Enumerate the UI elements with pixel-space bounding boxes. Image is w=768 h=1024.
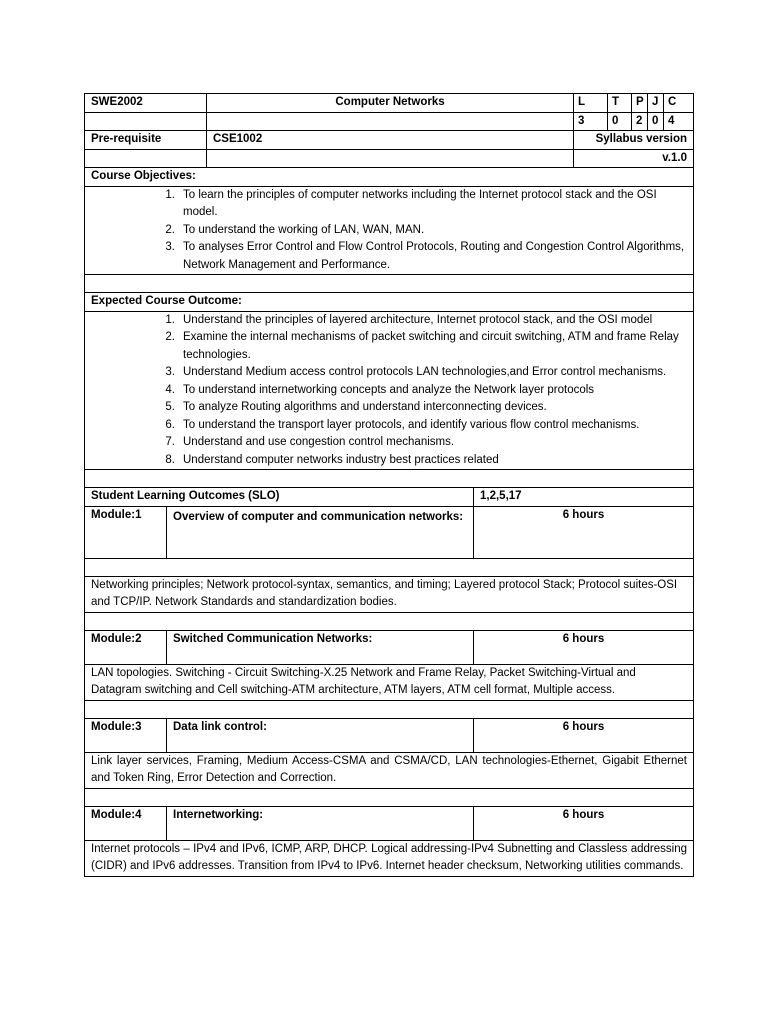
- syllabus-page: [84, 93, 693, 877]
- list-item: 3. To analyses Error Control and Flow Control Protocols, Routing and Congestion Control Algorithms, Network Management and Performance.: [165, 241, 685, 271]
- list-item: 2. To understand the working of LAN, WAN, MAN.: [165, 223, 425, 236]
- blank-cell: [85, 149, 207, 168]
- prerequisite-value: CSE1002: [207, 131, 574, 150]
- ltpjc-value-l: 3: [574, 112, 608, 131]
- ltpjc-value-c: 4: [664, 112, 694, 131]
- prerequisite-label: Pre-requisite: [85, 131, 207, 150]
- module-content: Internet protocols – IPv4 and IPv6, ICMP, ARP, DHCP. Logical addressing-IPv4 Subnetting and Classless addressing (CIDR) and IPv6 addresses. Transition from IPv4 to IPv6. Internet header checksum, Networking utilities commands.: [85, 840, 694, 876]
- syllabus-table: [84, 93, 694, 877]
- slo-label: Student Learning Outcomes (SLO): [85, 488, 474, 507]
- course-title: Computer Networks: [207, 94, 574, 113]
- course-code: SWE2002: [85, 94, 207, 113]
- module-label: Module:3: [85, 718, 167, 752]
- module-title: Switched Communication Networks:: [167, 630, 474, 664]
- module-title: Data link control:: [167, 718, 474, 752]
- list-item: 1. Understand the principles of layered architecture, Internet protocol stack, and the OSI model: [165, 313, 653, 326]
- module-label: Module:2: [85, 630, 167, 664]
- list-item: 6. To understand the transport layer protocols, and identify various flow control mechanisms.: [165, 418, 640, 431]
- list-item: 7. Understand and use congestion control mechanisms.: [165, 436, 455, 448]
- spacer-row: [85, 470, 694, 488]
- spacer-row: [85, 700, 694, 718]
- module-content: LAN topologies. Switching - Circuit Switching-X.25 Network and Frame Relay, Packet Switching-Virtual and Datagram switching and Cell switching-ATM architecture, ATM layers, ATM cell format, Multiple access.: [85, 664, 694, 700]
- spacer-row: [85, 558, 694, 576]
- blank-cell: [85, 112, 207, 131]
- module-hours: 6 hours: [474, 806, 694, 840]
- module-hours: 6 hours: [474, 506, 694, 558]
- list-item: 1. To learn the principles of computer networks including the Internet protocol stack and the OSI model.: [165, 188, 657, 218]
- list-item: 8. Understand computer networks industry best practices related: [165, 453, 499, 466]
- syllabus-version-value: v.1.0: [574, 149, 694, 168]
- list-item: 3. Understand Medium access control protocols LAN technologies,and Error control mechanisms.: [165, 366, 667, 378]
- objectives-list-cell: [85, 186, 694, 275]
- module-hours: 6 hours: [474, 718, 694, 752]
- module-title: Internetworking:: [167, 806, 474, 840]
- objectives-heading: Course Objectives:: [85, 168, 694, 187]
- objectives-list: [85, 187, 693, 275]
- spacer-row: [85, 788, 694, 806]
- module-hours: 6 hours: [474, 630, 694, 664]
- spacer-row: [85, 275, 694, 293]
- blank-cell: [207, 112, 574, 131]
- syllabus-version-label: Syllabus version: [574, 131, 694, 150]
- ltpjc-label-c: C: [664, 94, 694, 113]
- module-label: Module:4: [85, 806, 167, 840]
- module-label: Module:1: [85, 506, 167, 558]
- ltpjc-value-j: 0: [648, 112, 664, 131]
- module-content: Link layer services, Framing, Medium Access-CSMA and CSMA/CD, LAN technologies-Ethernet, Gigabit Ethernet and Token Ring, Error Detection and Correction.: [85, 752, 694, 788]
- module-title: Overview of computer and communication networks:: [167, 506, 474, 558]
- blank-cell: [207, 149, 574, 168]
- spacer-row: [85, 612, 694, 630]
- outcomes-heading: Expected Course Outcome:: [85, 293, 694, 312]
- ltpjc-label-l: L: [574, 94, 608, 113]
- ltpjc-value-p: 2: [632, 112, 648, 131]
- slo-value: 1,2,5,17: [474, 488, 694, 507]
- list-item: 4. To understand internetworking concepts and analyze the Network layer protocols: [165, 383, 595, 396]
- ltpjc-label-t: T: [608, 94, 632, 113]
- list-item: 5. To analyze Routing algorithms and understand interconnecting devices.: [165, 401, 547, 413]
- list-item: 2. Examine the internal mechanisms of packet switching and circuit switching, ATM and frame Relay technologies.: [165, 331, 679, 361]
- ltpjc-label-j: J: [648, 94, 664, 113]
- ltpjc-label-p: P: [632, 94, 648, 113]
- outcomes-list: [85, 312, 693, 470]
- outcomes-list-cell: [85, 311, 694, 470]
- module-content: Networking principles; Network protocol-syntax, semantics, and timing; Layered protocol Stack; Protocol suites-OSI and TCP/IP. Network Standards and standardization bodies.: [85, 576, 694, 612]
- ltpjc-value-t: 0: [608, 112, 632, 131]
